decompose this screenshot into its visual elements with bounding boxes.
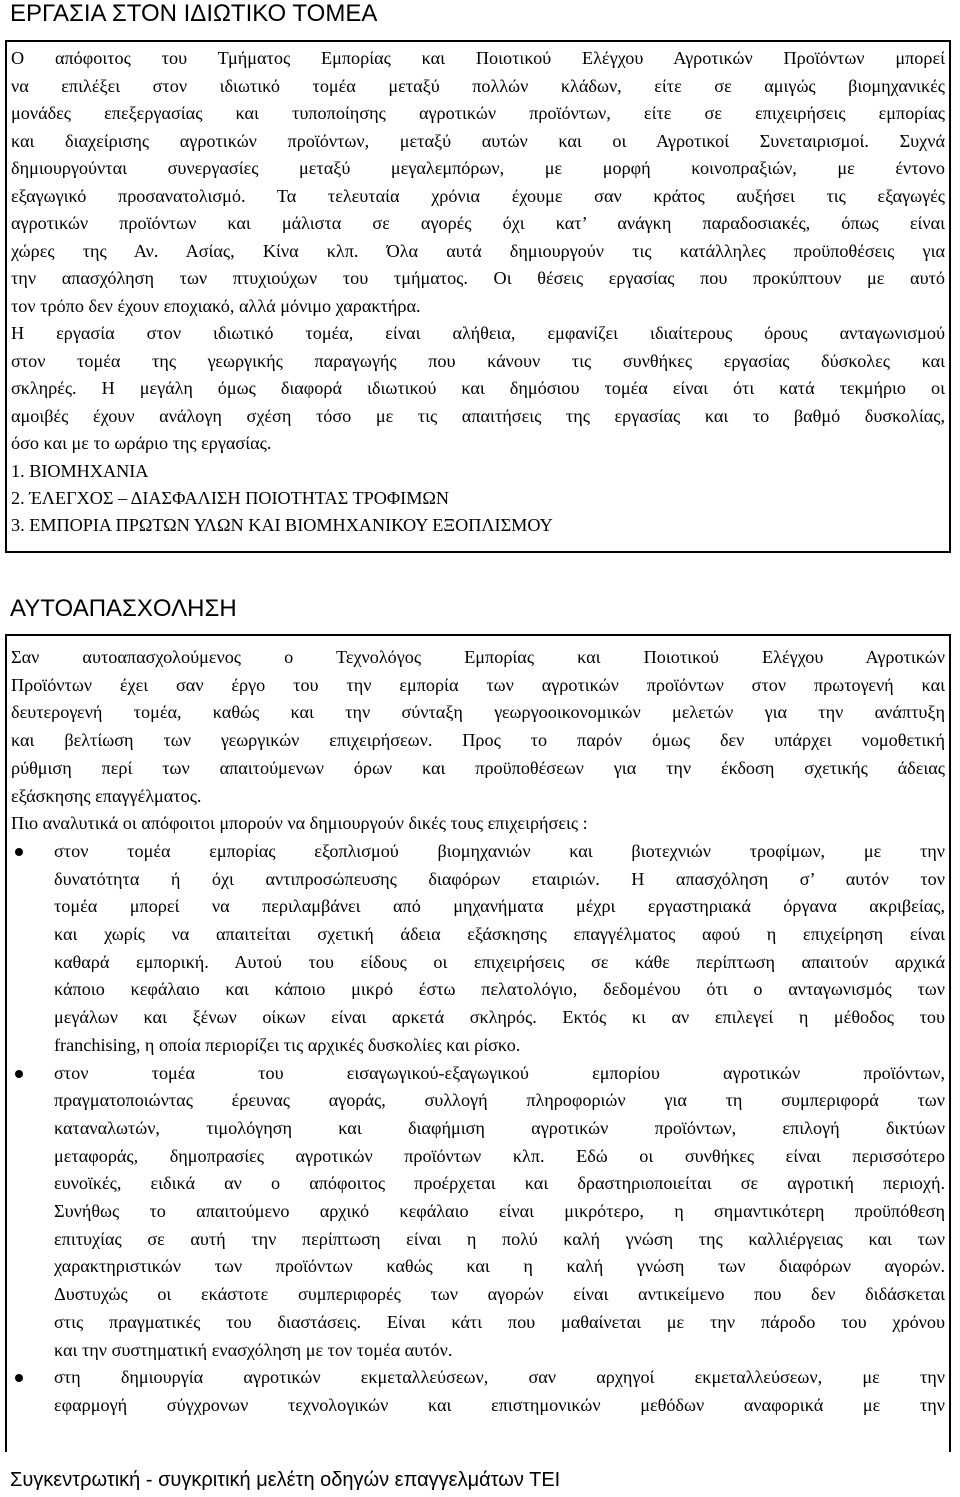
text-line: να επιλέξει στον ιδιωτικό τομέα μεταξύ πολλών κλάδων, είτε σε αμιγώς βιομηχανικές [11, 75, 945, 96]
text-line: μεταφοράς, δημοπρασίες αγροτικών προϊόντων κλπ. Εδώ οι συνθήκες είναι περισσότερο [54, 1145, 945, 1166]
text-line: επιτυχίας σε αυτή την περίπτωση είναι η πολύ καλή γνώση της καλλιέργειας και των [54, 1228, 945, 1249]
private-sector-paragraph-2 [11, 320, 945, 458]
text-line: Η εργασία στον ιδιωτικό τομέα, είναι αλήθεια, εμφανίζει ιδιαίτερους όρους ανταγωνισμού [11, 323, 945, 343]
text-line: εφαρμογή σύγχρονων τεχνολογικών και επιστημονικών μεθόδων αναφορικά με την [54, 1394, 945, 1415]
text-line: τομέα μπορεί να περιλαμβάνει από μηχανήματα μέχρι εργαστηριακά όργανα ακριβείας, [54, 896, 945, 917]
text-line: μονάδες επεξεργασίας και τυποποίησης αγροτικών προϊόντων, είτε σε επιχειρήσεις εμπορίας [11, 103, 945, 123]
text-line: την απασχόληση των πτυχιούχων του τμήματος. Οι θέσεις εργασίας που προκύπτουν με αυτό [11, 268, 945, 288]
list-item-trade-raw-materials: 3. ΕΜΠΟΡΙΑ ΠΡΩΤΩΝ ΥΛΩΝ ΚΑΙ ΒΙΟΜΗΧΑΝΙΚΟΥ ΕΞΟΠΛΙΣΜΟΥ [11, 515, 553, 536]
text-line: σκληρές. Η μεγάλη όμως διαφορά ιδιωτικού και δημόσιου τομέα είναι ότι κατά τεκμήριο οι [11, 378, 945, 398]
text-line: μεγάλων και ξένων οίκων είναι αρκετά σκληρός. Εκτός κι αν επιλεγεί η μέθοδος του [54, 1007, 945, 1028]
text-line: εξάσκησης επαγγέλματος. [11, 785, 202, 806]
text-line: Ο απόφοιτος του Τμήματος Εμπορίας και Ποιοτικού Ελέγχου Αγροτικών Προϊόντων μπορεί [11, 48, 945, 68]
text-line: πραγματοποιώντας έρευνας αγοράς, συλλογή πληροφοριών για τη συμπεριφορά των [54, 1090, 945, 1111]
text-line: καθαρά εμπορική. Αυτού του είδους οι επιχειρήσεις σε κάθε περίπτωση απαιτούν αρχικά [54, 951, 945, 972]
text-line: όσο και με το ωράριο της εργασίας. [11, 433, 272, 453]
bullet-text-import-export [54, 1060, 945, 1365]
text-line: στον τομέα εμπορίας εξοπλισμού βιομηχανιών και βιοτεχνιών τροφίμων, με την [54, 840, 945, 861]
text-line: και διαχείρισης αγροτικών προϊόντων, μεταξύ αυτών και οι Αγροτικοί Συνεταιρισμοί. Συχνά [11, 130, 945, 151]
text-line: δευτερογενή τομέα, καθώς και την σύνταξη γεωργοοικονομικών μελετών για την ανάπτυξη [11, 702, 945, 723]
section-title-self-employment: ΑΥΤΟΑΠΑΣΧΟΛΗΣΗ [10, 595, 237, 622]
text-line: χαρακτηριστικών των προϊόντων καθώς και η καλή γνώση των διαφόρων αγορών. [54, 1256, 945, 1277]
text-line: δυνατότητα ή όχι αντιπροσώπευσης διαφόρων εταιριών. Η απασχόληση σ’ αυτόν τον [54, 868, 945, 889]
text-line: Συνήθως το απαιτούμενο αρχικό κεφάλαιο είναι μικρότερο, η σημαντικότερη προϋπόθεση [54, 1201, 945, 1222]
list-item [11, 1060, 945, 1365]
bullet-text-farm-enterprises [54, 1364, 945, 1419]
section-title-private-sector: ΕΡΓΑΣΙΑ ΣΤΟΝ ΙΔΙΩΤΙΚΟ ΤΟΜΕΑ [10, 0, 378, 27]
text-line: ρύθμιση περί των απαιτούμενων όρων και προϋποθέσεων για την έκδοση σχετικής άδειας [11, 757, 945, 778]
private-sector-paragraph-1 [11, 45, 945, 320]
text-line: χώρες της Αν. Ασίας, Κίνα κλπ. Όλα αυτά δημιουργούν τις κατάλληλες προϋποθέσεις για [11, 240, 945, 261]
text-line: Δυστυχώς οι εκάστοτε συμπεριφορές των αγορών είναι αντικείμενο που δεν διδάσκεται [54, 1284, 945, 1305]
text-line: Προϊόντων έχει σαν έργο του την εμπορία των αγροτικών προϊόντων στον πρωτογενή και [11, 674, 945, 695]
text-line: αγροτικών προϊόντων και μάλιστα σε αγορές όχι κατ’ ανάγκη παραδοσιακές, όπως είναι [11, 213, 945, 233]
text-line: κάποιο κεφάλαιο και κάποιο μικρό έστω πελατολόγιο, δεδομένου ότι ο ανταγωνισμός των [54, 979, 945, 1000]
bullet-icon [15, 848, 23, 856]
text-line: ευνοϊκές, ειδικά αν ο απόφοιτος προέρχεται και δραστηριοποιείται σε αγροτική περιοχή. [54, 1173, 945, 1194]
self-employment-paragraph-1 [11, 644, 945, 810]
self-employment-box [5, 634, 951, 1452]
text-line: αμοιβές έχουν ανάλογη σχέση τόσο με τις απαιτήσεις της εργασίας και το βαθμό δυσκολίας, [11, 405, 945, 426]
list-item-industry: 1. ΒΙΟΜΗΧΑΝΙΑ [11, 460, 149, 481]
list-item [11, 1364, 945, 1419]
text-line: στον τομέα του εισαγωγικού-εξαγωγικού εμπορίου αγροτικών προϊόντων, [54, 1062, 945, 1083]
text-line: και την συστηματική ενασχόληση με τον τομέα αυτόν. [54, 1339, 453, 1360]
self-employment-intro: Πιο αναλυτικά οι απόφοιτοι μπορούν να δημιουργούν δικές τους επιχειρήσεις : [11, 813, 588, 834]
bullet-text-equipment-trade [54, 838, 945, 1060]
list-item-quality-control: 2. ΈΛΕΓΧΟΣ – ΔΙΑΣΦΑΛΙΣΗ ΠΟΙΟΤΗΤΑΣ ΤΡΟΦΙΜΩΝ [11, 487, 450, 508]
text-line: στη δημιουργία αγροτικών εκμεταλλεύσεων, σαν αρχηγοί εκμεταλλεύσεων, με την [54, 1367, 945, 1388]
text-line: καταναλωτών, τιμολόγηση και διαφήμιση αγροτικών προϊόντων, επιλογή δικτύων [54, 1117, 945, 1138]
text-line: στις πραγματικές του διαστάσεις. Είναι κάτι που μαθαίνεται με την πάροδο του χρόνου [54, 1311, 945, 1332]
list-item [11, 838, 945, 1060]
bullet-icon [15, 1374, 23, 1382]
page-footer: Συγκεντρωτική - συγκριτική μελέτη οδηγών επαγγελμάτων ΤΕΙ [10, 1469, 561, 1491]
text-line: και βελτίωση των γεωργικών επιχειρήσεων. Προς το παρόν όμως δεν υπάρχει νομοθετική [11, 730, 945, 751]
text-line: franchising, η οποία περιορίζει τις αρχικές δυσκολίες και ρίσκο. [54, 1034, 521, 1055]
text-line: τον τρόπο δεν έχουν εποχιακό, αλλά μόνιμο χαρακτήρα. [11, 295, 421, 316]
self-employment-bullet-list [11, 838, 945, 1420]
bullet-icon [15, 1070, 23, 1078]
text-line: εξαγωγικό προσανατολισμό. Τα τελευταία χρόνια έχουμε σαν κράτος αυξήσει τις εξαγωγές [11, 185, 945, 206]
private-sector-box [5, 40, 951, 553]
text-line: και χωρίς να απαιτείται σχετική άδεια εξάσκησης επαγγέλματος αφού η επιχείρηση είναι [54, 924, 945, 945]
text-line: Σαν αυτοαπασχολούμενος ο Τεχνολόγος Εμπορίας και Ποιοτικού Ελέγχου Αγροτικών [11, 647, 945, 667]
text-line: δημιουργούνται συνεργασίες μεταξύ μεγαλεμπόρων, με μορφή κοινοπραξιών, με έντονο [11, 158, 945, 178]
text-line: στον τομέα της γεωργικής παραγωγής που κάνουν τις συνθήκες εργασίας δύσκολες και [11, 350, 945, 371]
